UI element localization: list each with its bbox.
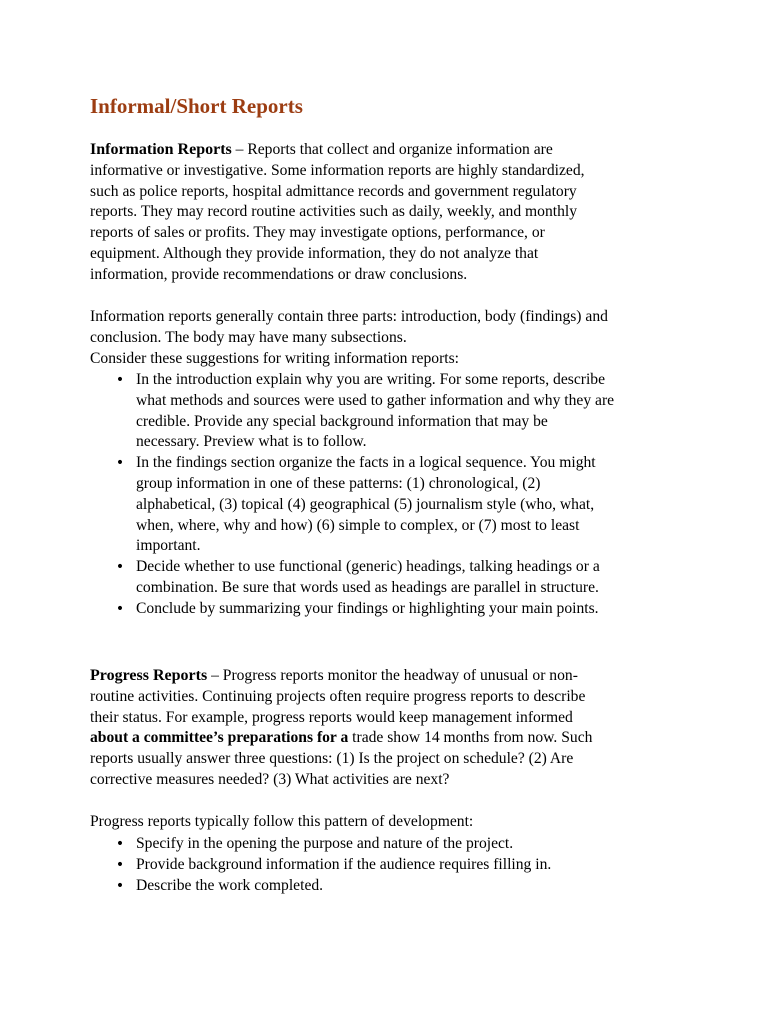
page-title: Informal/Short Reports (90, 94, 303, 118)
paragraph-text: Progress reports monitor the headway of unusual or non- (222, 667, 578, 684)
list-item-line: alphabetical, (3) topical (4) geographical (5) journalism style (who, what, (136, 495, 595, 513)
paragraph-line (90, 728, 690, 749)
heading-dash: – (231, 141, 248, 158)
paragraph-line: corrective measures needed? (3) What activities are next? (90, 770, 450, 788)
section-heading-progress-reports: Progress Reports (90, 667, 208, 684)
information-suggestions-list (90, 370, 690, 620)
list-item-line: In the findings section organize the facts in a logical sequence. You might (136, 454, 596, 472)
paragraph-line: reports. They may record routine activities such as daily, weekly, and monthly (90, 203, 578, 221)
list-item-line: Specify in the opening the purpose and nature of the project. (136, 835, 514, 852)
paragraph-line: such as police reports, hospital admittance records and government regulatory (90, 182, 577, 200)
information-reports-paragraph (90, 140, 690, 286)
list-item (90, 599, 690, 620)
list-item-line: Conclude by summarizing your findings or highlighting your main points. (136, 599, 599, 617)
progress-reports-paragraph (90, 666, 690, 791)
paragraph-line: informative or investigative. Some information reports are highly standardized, (90, 161, 585, 179)
section-heading-information-reports: Information Reports (90, 141, 232, 158)
paragraph-line (90, 140, 690, 161)
bullet-icon: • (115, 836, 125, 852)
list-item (90, 557, 690, 599)
bullet-icon: • (115, 372, 125, 388)
bullet-icon: • (115, 455, 125, 472)
paragraph-line: equipment. Although they provide information, they do not analyze that (90, 244, 539, 262)
paragraph-line (90, 666, 690, 687)
list-item (90, 834, 690, 855)
paragraph-line: reports of sales or profits. They may investigate options, performance, or (90, 224, 545, 242)
list-item-line: Provide background information if the audience requires filling in. (136, 855, 552, 873)
list-item-line: In the introduction explain why you are writing. For some reports, describe (136, 371, 606, 388)
list-item (90, 370, 690, 453)
list-item-line: important. (136, 537, 201, 555)
paragraph-line: conclusion. The body may have many subsections. (90, 328, 407, 346)
list-item-line: Decide whether to use functional (generic) headings, talking headings or a (136, 558, 600, 576)
list-item-line: combination. Be sure that words used as headings are parallel in structure. (136, 578, 599, 596)
list-item-line: credible. Provide any special background information that may be (136, 412, 548, 430)
paragraph-line: Progress reports typically follow this pattern of development: (90, 813, 474, 830)
bullet-icon: • (115, 559, 125, 576)
list-item (90, 855, 690, 876)
paragraph-line: reports usually answer three questions: (1) Is the project on schedule? (2) Are (90, 750, 574, 768)
paragraph-text: trade show 14 months from now. Such (348, 729, 593, 747)
progress-pattern-intro (90, 812, 690, 833)
paragraph-line: their status. For example, progress reports would keep management informed (90, 708, 573, 726)
bullet-icon: • (115, 877, 125, 894)
list-item (90, 453, 690, 557)
bullet-icon: • (115, 856, 125, 873)
three-parts-paragraph (90, 307, 690, 369)
list-item-line: group information in one of these patterns: (1) chronological, (2) (136, 474, 541, 492)
paragraph-text: Reports that collect and organize information are (247, 141, 553, 158)
list-item (90, 876, 690, 897)
paragraph-line: routine activities. Continuing projects often require progress reports to describe (90, 687, 586, 705)
paragraph-line: Information reports generally contain three parts: introduction, body (findings) and (90, 308, 608, 325)
bold-phrase: about a committee’s preparations for a (90, 729, 349, 747)
paragraph-line: information, provide recommendations or draw conclusions. (90, 265, 468, 283)
progress-pattern-list (90, 834, 690, 896)
bullet-icon: • (115, 600, 125, 617)
heading-dash: – (207, 667, 223, 684)
paragraph-line: Consider these suggestions for writing information reports: (90, 349, 459, 367)
list-item-line: Describe the work completed. (136, 876, 324, 894)
list-item-line: when, where, why and how) (6) simple to complex, or (7) most to least (136, 516, 580, 534)
list-item-line: what methods and sources were used to gather information and why they are (136, 391, 615, 409)
list-item-line: necessary. Preview what is to follow. (136, 433, 367, 451)
